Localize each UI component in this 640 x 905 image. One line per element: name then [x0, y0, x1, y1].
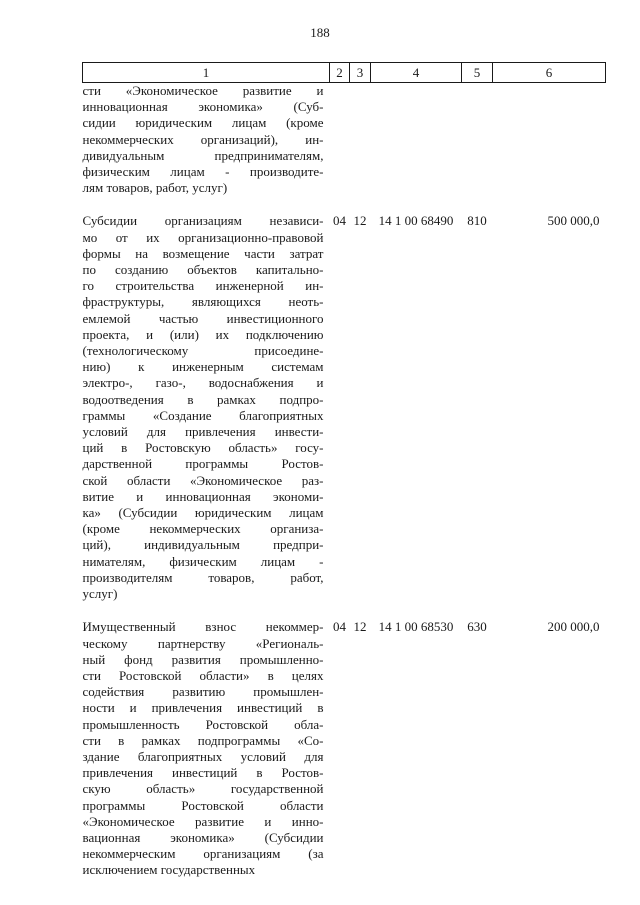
description-line: ка» (Субсидии юридическим лицам	[82, 505, 324, 521]
description-line: скую область» государственной	[82, 781, 324, 797]
description-line: проекта, и (или) их подключению	[82, 326, 324, 342]
description-line: «Экономическое развитие и инно-	[82, 813, 324, 829]
description-line: (технологическому присоедине-	[82, 343, 324, 359]
description-line: сти Ростовской области» в целях	[82, 667, 324, 683]
row-section-code: 04	[333, 619, 346, 635]
row-description	[83, 209, 330, 615]
description-line: инновационная экономика» (Суб-	[82, 99, 324, 115]
table-row	[83, 83, 606, 210]
description-line: нию) к инженерным системам	[82, 359, 324, 375]
description-line: условий для привлечения инвести-	[82, 424, 324, 440]
row-target-article	[371, 83, 462, 210]
description-line: ности и привлечения инвестиций в	[82, 700, 324, 716]
description-line: Субсидии организациям независи-	[82, 213, 324, 229]
description-line: сти «Экономическое развитие и	[82, 83, 324, 98]
header-col-2: 2	[330, 63, 350, 83]
row-subsection-code: 12	[353, 619, 367, 635]
row-amount	[493, 83, 606, 210]
row-target-article: 14 1 00 68530	[378, 619, 454, 635]
header-col-5: 5	[462, 63, 493, 83]
description-line: формы на возмещение части затрат	[82, 245, 324, 261]
description-line: ческому партнерству «Региональ-	[82, 635, 324, 651]
description-line: сидии юридическим лицам (кроме	[82, 115, 324, 131]
description-line: нимателям, физическим лицам -	[82, 553, 324, 569]
description-line: лям товаров, работ, услуг)	[82, 180, 228, 196]
description-line: исключением государственных	[82, 862, 256, 878]
description-line: мо от их организационно-правовой	[82, 229, 324, 245]
description-line: ный фонд развития промышленно-	[82, 651, 324, 667]
header-col-6: 6	[493, 63, 606, 83]
row-target-article: 14 1 00 68490	[378, 213, 454, 229]
description-line: фраструктуры, являющихся неоть-	[82, 294, 324, 310]
description-line: го строительства инженерной ин-	[82, 278, 324, 294]
row-expense-type: 630	[467, 619, 487, 635]
row-amount: 200 000,0	[547, 619, 600, 635]
row-expense-type	[462, 83, 493, 210]
description-line: ской области «Экономическое раз-	[82, 472, 324, 488]
table-row	[83, 615, 606, 878]
description-line: дивидуальным предпринимателям,	[82, 147, 324, 163]
description-line: водоотведения в рамках подпро-	[82, 391, 324, 407]
header-col-4: 4	[371, 63, 462, 83]
description-line: электро-, газо-, водоснабжения и	[82, 375, 324, 391]
description-line: Имущественный взнос некоммер-	[82, 619, 324, 635]
description-line: некоммерческим организациям (за	[82, 846, 324, 862]
row-subsection-code: 12	[353, 213, 367, 229]
description-line: содействия развитию промышлен-	[82, 684, 324, 700]
row-amount: 500 000,0	[547, 213, 600, 229]
description-line: сти в рамках подпрограммы «Со-	[82, 732, 324, 748]
description-line: привлечения инвестиций в Ростов-	[82, 765, 324, 781]
description-line: граммы «Создание благоприятных	[82, 407, 324, 423]
row-section-code	[330, 83, 350, 210]
description-line: (кроме некоммерческих организа-	[82, 521, 324, 537]
description-line: некоммерческих организаций), ин-	[82, 131, 324, 147]
row-description	[83, 83, 330, 210]
description-line: по созданию объектов капитально-	[82, 262, 324, 278]
budget-table	[82, 62, 606, 879]
row-expense-type: 810	[467, 213, 487, 229]
table-header-row	[83, 63, 606, 83]
description-line: производителям товаров, работ,	[82, 569, 324, 585]
row-section-code: 04	[333, 213, 346, 229]
row-subsection-code	[350, 83, 371, 210]
header-col-1: 1	[83, 63, 330, 83]
description-line: витие и инновационная экономи-	[82, 488, 324, 504]
header-col-3: 3	[350, 63, 371, 83]
description-line: вационная экономика» (Субсидии	[82, 829, 324, 845]
row-description	[83, 615, 330, 878]
description-line: ций), индивидуальным предпри-	[82, 537, 324, 553]
description-line: услуг)	[82, 586, 118, 602]
description-line: промышленность Ростовской обла-	[82, 716, 324, 732]
description-line: программы Ростовской области	[82, 797, 324, 813]
description-line: физическим лицам - производите-	[82, 164, 324, 180]
page-number: 188	[310, 25, 330, 40]
description-line: ций в Ростовскую область» госу-	[82, 440, 324, 456]
description-line: емлемой частью инвестиционного	[82, 310, 324, 326]
table-row	[83, 209, 606, 615]
description-line: дарственной программы Ростов-	[82, 456, 324, 472]
description-line: здание благоприятных условий для	[82, 748, 324, 764]
